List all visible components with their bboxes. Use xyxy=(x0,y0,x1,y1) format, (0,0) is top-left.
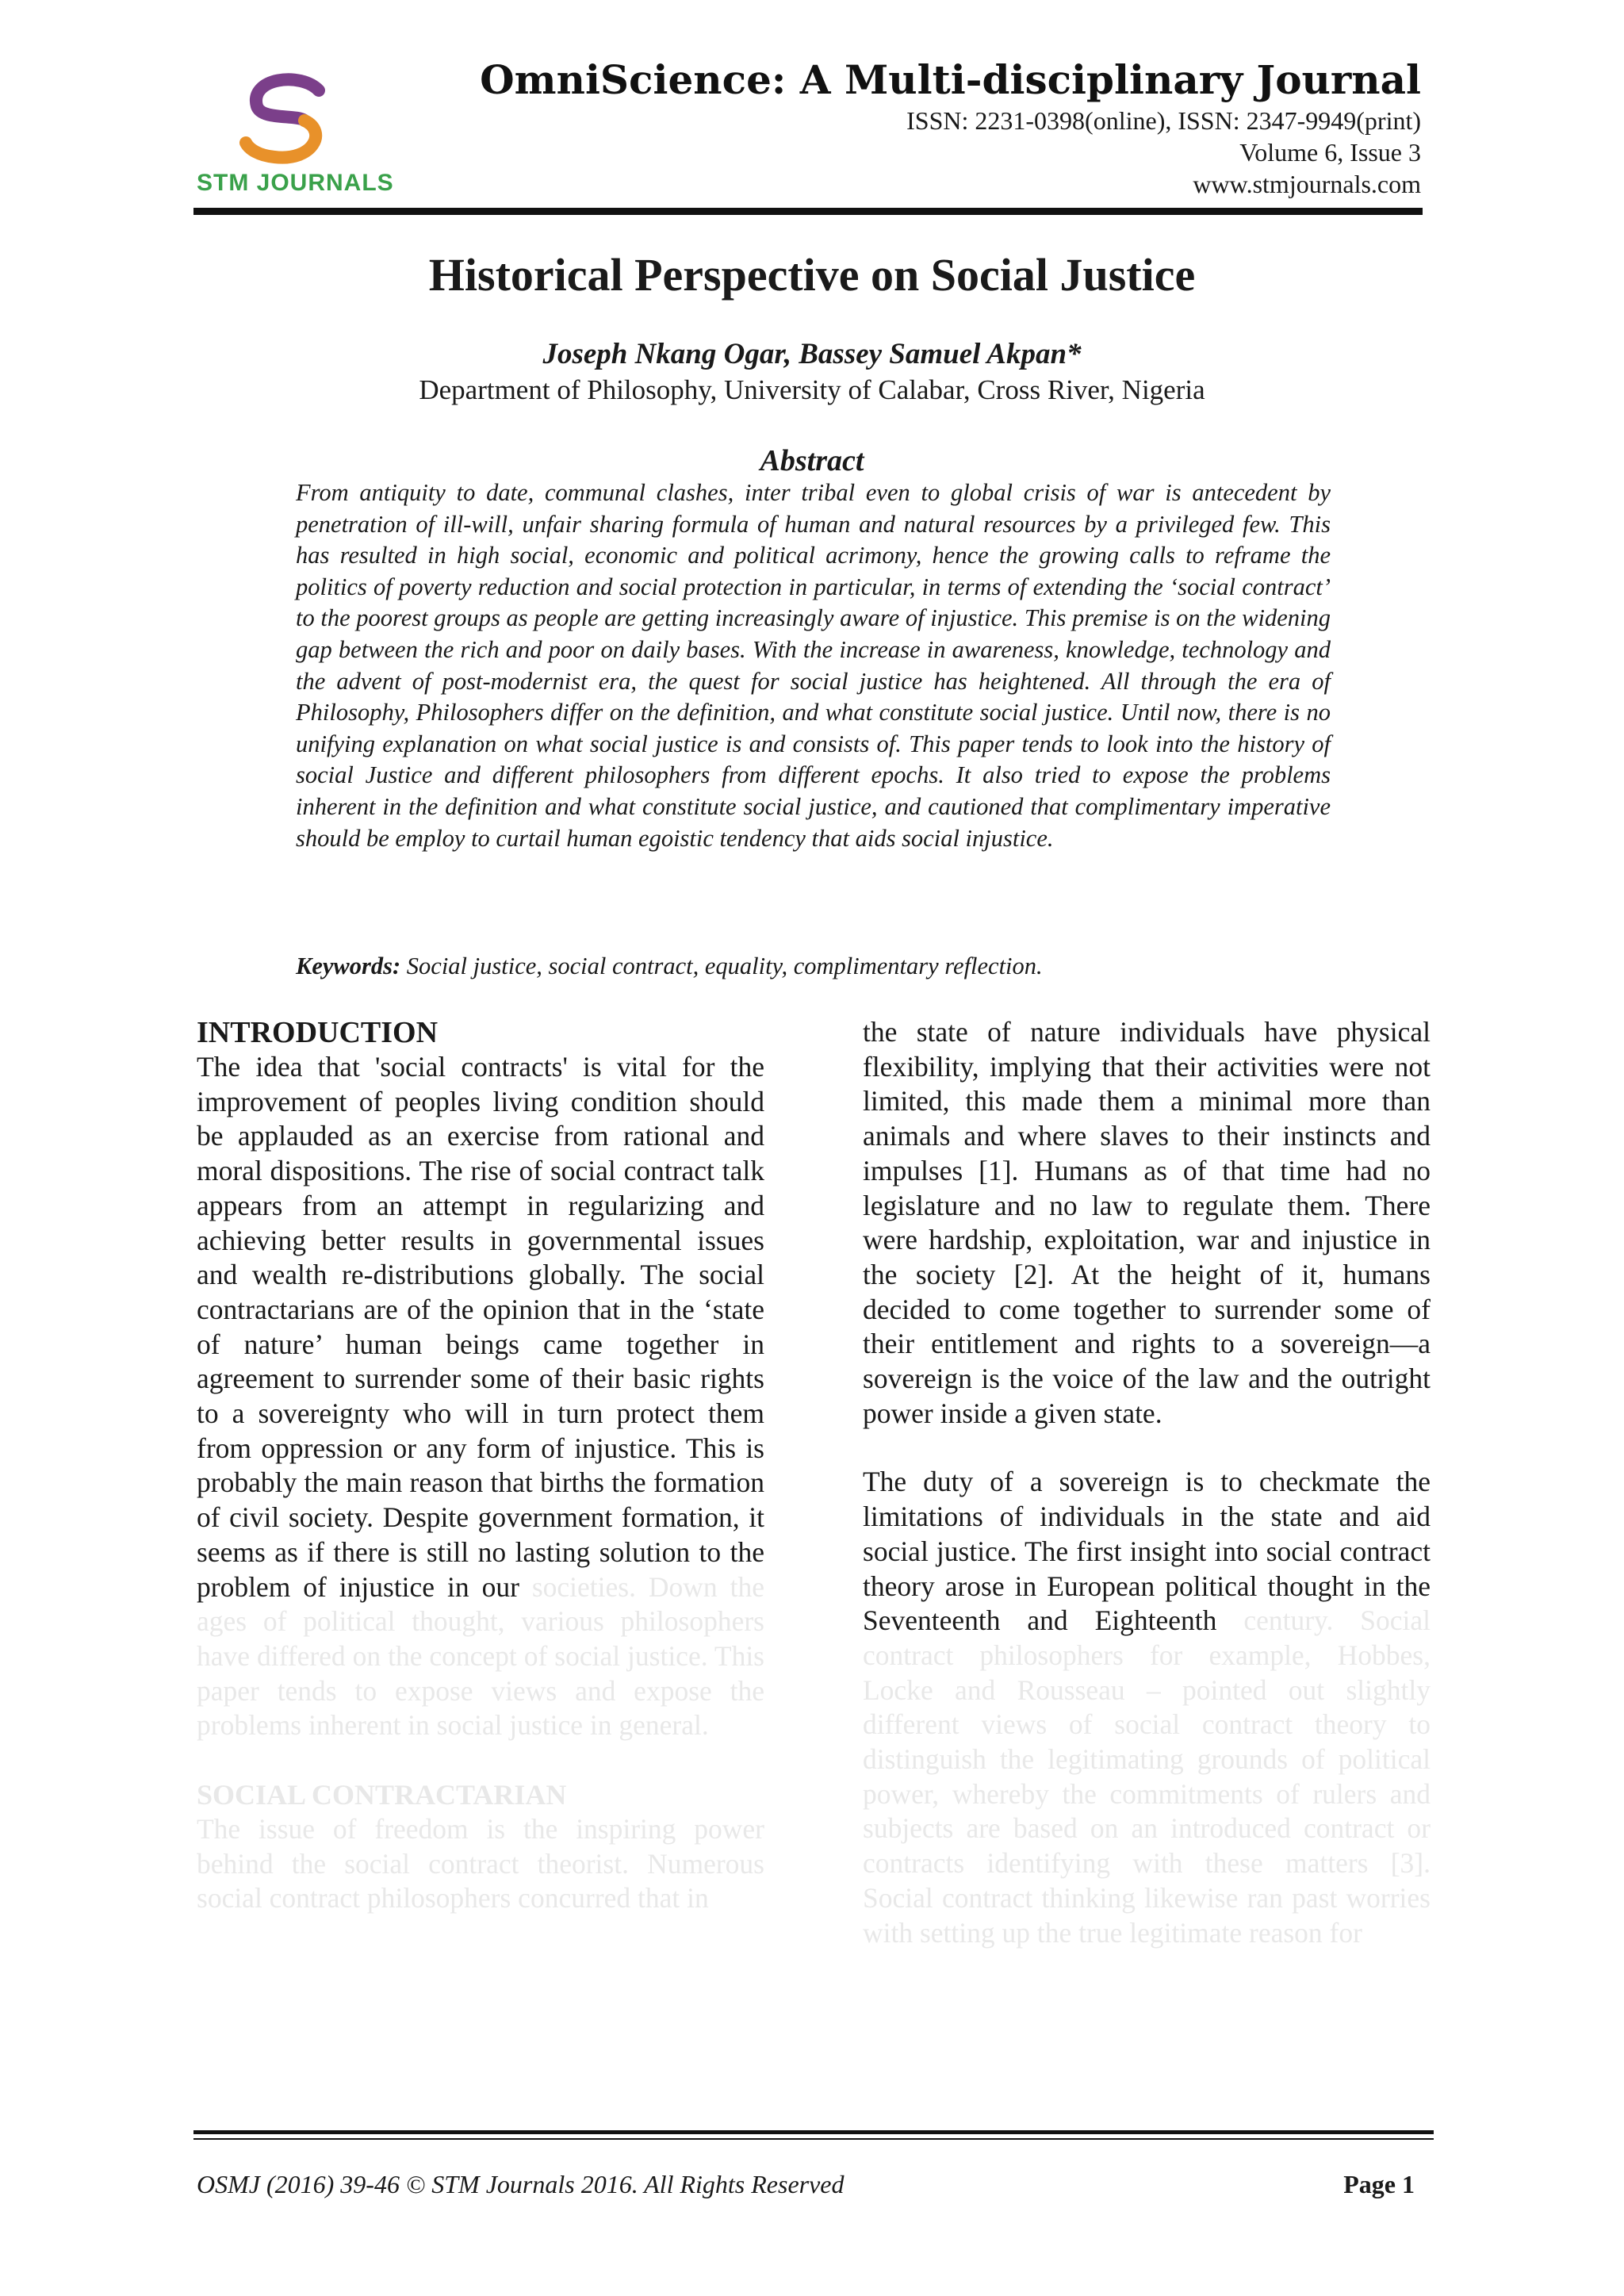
footer-divider-thin xyxy=(193,2138,1434,2140)
keywords xyxy=(296,950,1331,982)
section-heading-introduction: INTRODUCTION xyxy=(197,1016,439,1049)
intro-paragraph xyxy=(197,1050,764,1743)
journal-website[interactable]: www.stmjournals.com xyxy=(1193,170,1421,198)
right-paragraph-1: the state of nature individuals have physical flexibility, implying that their activities were not limited, this made them a minimal more than animals and where slaves to their instincts and impulses [1]. Humans as of that time had no legislature and no law to regulate them. There were hardship, exploitation, war and injustice in the society [2]. At the height of it, humans decided to come together to surrender some of their entitlement and rights to a sovereign—a sovereign is the voice of the law and the outright power inside a given state. xyxy=(863,1016,1431,1429)
abstract-text: From antiquity to date, communal clashes, inter tribal even to global crisis of war is antecedent by penetration of ill-will, unfair sharing formula of human and natural resources by a privileged few. This has resulted in high social, economic and political acrimony, hence the growing calls to reframe the politics of poverty reduction and social protection in particular, in terms of extending the ‘social contract’ to the poorest groups as people are getting increasingly aware of injustice. This premise is on the widening gap between the rich and poor on daily bases. With the increase in awareness, knowledge, technology and the advent of post-modernist era, the quest for social justice has heightened. All through the era of Philosophy, Philosophers differ on the definition, and what constitute social justice. Until now, there is no unifying explanation on what social justice is and consists of. This paper tends to look into the history of social Justice and different philosophers from different epochs. It also tried to expose the problems inherent in the definition and what constitute social justice, and cautioned that complimentary imperative should be employ to curtail human egoistic tendency that aids social injustice. xyxy=(296,479,1331,852)
body-column-right xyxy=(863,1015,1431,1950)
journal-volume: Volume 6, Issue 3 xyxy=(1239,138,1421,167)
footer-page-number: Page 1 xyxy=(1343,2170,1415,2198)
footer-divider-thick xyxy=(193,2130,1434,2134)
abstract-heading: Abstract xyxy=(760,444,864,477)
social-contractarian-paragraph: The issue of freedom is the inspiring power behind the social contract theorist. Numerous social contract philosophers concurred that in xyxy=(197,1813,764,1915)
journal-info xyxy=(480,56,1421,200)
right-paragraph-2 xyxy=(863,1465,1431,1950)
keywords-label: Keywords: xyxy=(296,953,401,979)
footer-citation: OSMJ (2016) 39-46 © STM Journals 2016. All Rights Reserved xyxy=(197,2170,845,2198)
article-authors: Joseph Nkang Ogar, Bassey Samuel Akpan* xyxy=(542,338,1082,370)
right-paragraph-2-visible: The duty of a sovereign is to checkmate the limitations of individuals in the state and aid social justice. The first insight into social contract theory arose in European political thought in the Seventeenth and Eighteenth xyxy=(863,1466,1431,1637)
journal-title: OmniScience: A Multi-disciplinary Journal xyxy=(480,56,1421,103)
article-title: Historical Perspective on Social Justice xyxy=(428,249,1196,301)
keywords-list: Social justice, social contract, equality, complimentary reflection. xyxy=(406,953,1043,979)
header-divider xyxy=(193,208,1423,215)
logo-swoosh-icon xyxy=(225,73,344,168)
intro-paragraph-visible: The idea that 'social contracts' is vital for the improvement of peoples living condition should be applauded as an exercise from rational and moral dispositions. The rise of social contract talk appears from an attempt in regularizing and achieving better results in governmental issues and wealth re-distributions globally. The social contractarians are of the opinion that in the ‘state of nature’ human beings came together in agreement to surrender some of their basic rights to a sovereignty who will in turn protect them from oppression or any form of injustice. This is probably the main reason that births the formation of civil society. Despite government formation, it seems as if there is still no lasting solution to the problem of injustice in our xyxy=(197,1051,764,1603)
section-heading-social-contractarian: SOCIAL CONTRACTARIAN xyxy=(197,1779,567,1811)
logo-text: STM JOURNALS xyxy=(197,170,394,196)
body-column-left xyxy=(197,1015,764,1916)
right-paragraph-2-faded: century. Social contract philosophers for example, Hobbes, Locke and Rousseau – pointed out slightly different views of social contract theory to distinguish the legitimating grounds of political power, whereby the commitments of rulers and subjects are based on an introduced contract or contracts identifying with these matters [3]. Social contract thinking likewise ran past worries with setting up the true legitimate reason for xyxy=(863,1604,1431,1949)
article-affiliation: Department of Philosophy, University of Calabar, Cross River, Nigeria xyxy=(419,374,1205,405)
journal-issn: ISSN: 2231-0398(online), ISSN: 2347-9949(print) xyxy=(906,106,1421,135)
stm-journals-logo xyxy=(193,73,394,200)
intro-paragraph-faded: societies. Down the ages of political thought, various philosophers have differed on the concept of social justice. This paper tends to expose views and expose the problems inherent in social justice in general. xyxy=(197,1570,764,1742)
